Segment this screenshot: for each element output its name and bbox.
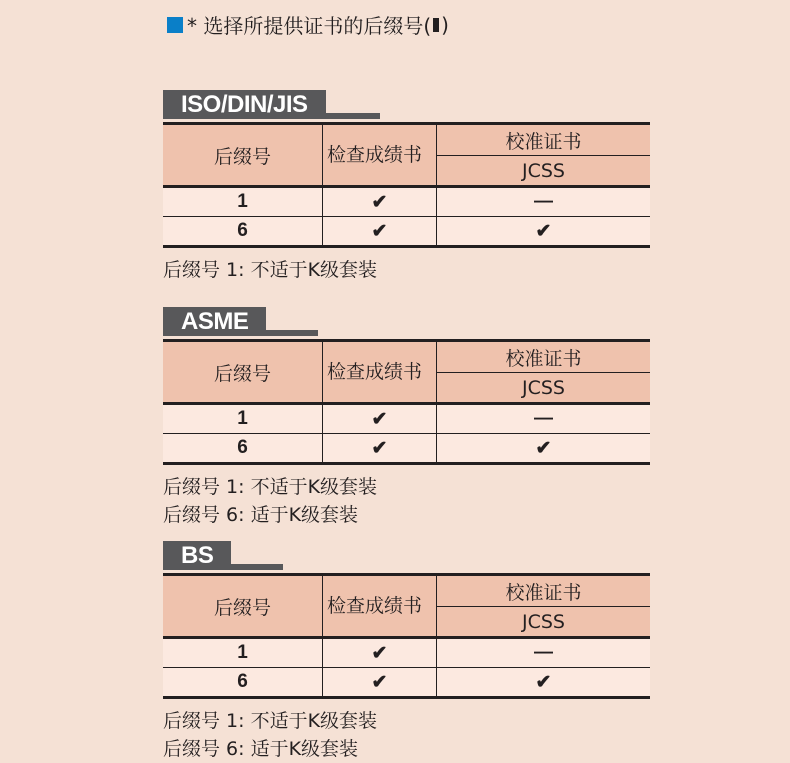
cell-suffix: 6 xyxy=(163,668,323,698)
header-calibration: 校准证书 xyxy=(437,124,651,156)
check-icon: ✔ xyxy=(323,434,437,464)
check-icon: ✔ xyxy=(323,638,437,668)
standard-rule xyxy=(231,564,283,570)
header-jcss: JCSS xyxy=(437,607,651,638)
header-suffix: 后缀号 xyxy=(163,575,323,638)
standard-name: BS xyxy=(163,541,231,570)
check-icon: ✔ xyxy=(437,217,651,247)
check-icon: ✔ xyxy=(323,404,437,434)
note-line: 后缀号 6: 适于K级套装 xyxy=(163,504,359,526)
table-row xyxy=(163,187,650,217)
header-suffix: 后缀号 xyxy=(163,341,323,404)
header-jcss: JCSS xyxy=(437,373,651,404)
dash-icon: — xyxy=(437,404,651,434)
notes xyxy=(163,473,650,529)
cell-suffix: 6 xyxy=(163,434,323,464)
standard-rule xyxy=(326,113,380,119)
table-row xyxy=(163,638,650,668)
header-calibration: 校准证书 xyxy=(437,575,651,607)
standard-label xyxy=(163,541,650,570)
cell-suffix: 1 xyxy=(163,404,323,434)
check-icon: ✔ xyxy=(437,434,651,464)
section-iso-din-jis xyxy=(163,90,650,284)
page-heading xyxy=(167,10,449,39)
table-row xyxy=(163,668,650,698)
notes xyxy=(163,256,650,284)
table-row xyxy=(163,404,650,434)
section-bs xyxy=(163,541,650,763)
check-icon: ✔ xyxy=(437,668,651,698)
certificate-table xyxy=(163,339,650,465)
note-line: 后缀号 1: 不适于K级套装 xyxy=(163,259,378,281)
table-row xyxy=(163,217,650,247)
heading-close: ) xyxy=(441,12,449,37)
note-line: 后缀号 6: 适于K级套装 xyxy=(163,738,359,760)
note-line: 后缀号 1: 不适于K级套装 xyxy=(163,710,378,732)
cell-suffix: 1 xyxy=(163,187,323,217)
note-line: 后缀号 1: 不适于K级套装 xyxy=(163,476,378,498)
table-row xyxy=(163,434,650,464)
certificate-table xyxy=(163,573,650,699)
section-asme xyxy=(163,307,650,529)
check-icon: ✔ xyxy=(323,668,437,698)
standard-name: ISO/DIN/JIS xyxy=(163,90,326,119)
certificate-table xyxy=(163,122,650,248)
standard-label xyxy=(163,90,650,119)
standard-rule xyxy=(266,330,318,336)
check-icon: ✔ xyxy=(323,217,437,247)
notes xyxy=(163,707,650,763)
header-jcss: JCSS xyxy=(437,156,651,187)
header-report: 检查成绩书 xyxy=(323,124,437,187)
cell-suffix: 6 xyxy=(163,217,323,247)
header-report: 检查成绩书 xyxy=(323,341,437,404)
standard-label xyxy=(163,307,650,336)
dash-icon: — xyxy=(437,187,651,217)
cell-suffix: 1 xyxy=(163,638,323,668)
header-calibration: 校准证书 xyxy=(437,341,651,373)
heading-text: * 选择所提供证书的后缀号( xyxy=(187,14,432,38)
check-icon: ✔ xyxy=(323,187,437,217)
black-box-icon xyxy=(433,18,439,32)
dash-icon: — xyxy=(437,638,651,668)
standard-name: ASME xyxy=(163,307,266,336)
square-bullet-icon xyxy=(167,17,183,33)
header-report: 检查成绩书 xyxy=(323,575,437,638)
header-suffix: 后缀号 xyxy=(163,124,323,187)
